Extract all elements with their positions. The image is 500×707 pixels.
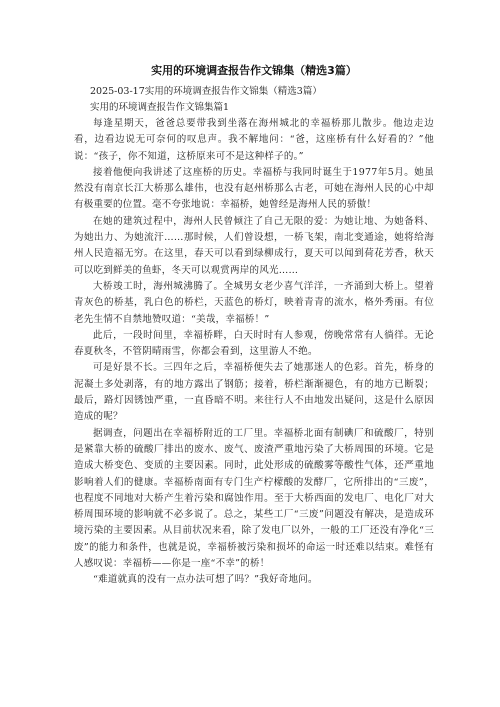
page-title: 实用的环境调查报告作文锦集（精选3篇） (151, 64, 357, 77)
paragraph-6: 可是好景不长。三四年之后，幸福桥便失去了她那迷人的色彩。首先，桥身的泥凝土多处剥落，有的地方露出了钢筋；接着，桥栏渐渐褪色，有的地方已断裂；最后，路灯因锈蚀严重，一直昏暗不明。来往行人不由地发出疑问，这是什么原因造成的呢？ (74, 362, 434, 423)
paragraph-8: “难道就真的没有一点办法可想了吗？”我好奇地问。 (93, 574, 318, 586)
paragraph-7: 据调查，问题出在幸福桥附近的工厂里。幸福桥北面有制碘厂和硫酸厂，特别是紧靠大桥的硫酸厂排出的废水、废气、废渣严重地污染了大桥周围的环境。它是造成大桥变色、变质的主要因素。同时，此处形成的硫酸雾等酸性气体，还严重地影响着人们的健康。幸福桥南面有专门生产柠檬酸的发酵厂，它所排出的“三废”，也程度不同地对大桥产生着污染和腐蚀作用。至于大桥西面的发电厂、电化厂对大桥周围环境的影响就不必多说了。总之，某些工厂“三废”问题没有解决，是造成环境污染的主要因素。从目前状况来看，除了发电厂以外，一般的工厂还没有净化“三废”的能力和条件，也就是说，幸福桥被污染和损坏的命运一时还难以结束。难怪有人感叹说：幸福桥——你是一座“不幸”的桥！ (74, 427, 434, 570)
paragraph-2: 接着他便向我讲述了这座桥的历史。幸福桥与我同时诞生于1977年5月。她虽然没有南京长江大桥那么雄伟，也没有赵州桥那么古老，可她在海州人民的心中却有极重要的位置。毫不夸张地说：幸福桥，她曾经是海州人民的骄傲！ (74, 166, 434, 211)
paragraph-1: 每逢星期天，爸爸总要带我到坐落在海州城北的幸福桥那儿散步。他边走边看，边看边说无可奈何的叹息声。我不解地问：“爸，这座桥有什么好看的？”他说：“孩子，你不知道，这桥原来可不是这种样子的。” (74, 118, 434, 162)
section-subtitle: 实用的环境调查报告作文锦集篇1 (90, 102, 230, 113)
paragraph-4: 大桥竣工时，海州城沸腾了。全城男女老少喜气洋洋，一齐涌到大桥上。望着青灰色的桥基，乳白色的桥栏，天蓝色的桥灯，映着青青的流水，格外秀丽。有位老先生情不自禁地赞叹道：“美哉，幸福桥！” (74, 280, 434, 325)
paragraph-5: 此后，一段时间里，幸福桥畔，白天时时有人参观，傍晚常常有人徜徉。无论春夏秋冬，不管阴晴雨雪，你都会看到，这里游人不绝。 (74, 329, 434, 358)
paragraph-3: 在她的建筑过程中，海州人民曾倾注了自己无限的爱：为她让地、为她备料、为她出力、为她流汗……那时候，人们曾设想，一桥飞架，南北变通途，她将给海州人民造福无穷。在这里，春天可以看到绿柳成行，夏天可以闻到荷花芳香，秋天可以吃到鲜美的鱼虾，冬天可以观赏两岸的风光…… (74, 215, 434, 276)
date-line: 2025-03-17实用的环境调查报告作文锦集（精选3篇） (90, 86, 322, 97)
